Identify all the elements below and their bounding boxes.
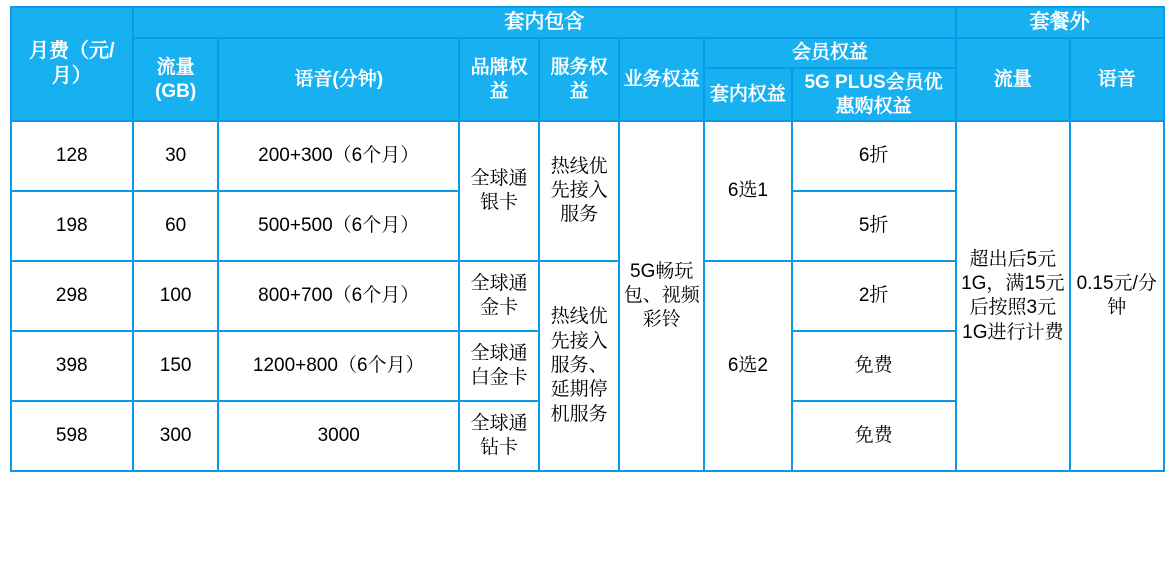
cell-out-voice-desc: 0.15元/分钟 (1070, 121, 1164, 471)
cell-data: 100 (133, 261, 218, 331)
header-member-in-package: 套内权益 (704, 68, 791, 122)
header-out-voice: 语音 (1070, 38, 1164, 121)
cell-voice: 1200+800（6个月） (218, 331, 459, 401)
cell-data: 150 (133, 331, 218, 401)
cell-out-data-desc: 超出后5元1G，满15元后按照3元1G进行计费 (956, 121, 1070, 471)
header-data-gb: 流量(GB) (133, 38, 218, 121)
cell-voice: 3000 (218, 401, 459, 471)
header-monthly-fee: 月费（元/月） (11, 7, 134, 121)
cell-member-pick2: 6选2 (704, 261, 791, 471)
cell-plus: 免费 (792, 331, 956, 401)
cell-plus: 5折 (792, 191, 956, 261)
cell-plus: 6折 (792, 121, 956, 191)
cell-brand-silver: 全球通银卡 (459, 121, 539, 261)
cell-data: 60 (133, 191, 218, 261)
cell-data: 300 (133, 401, 218, 471)
cell-fee: 298 (11, 261, 134, 331)
table-row (11, 121, 1164, 191)
cell-service-hotline-ext: 热线优先接入服务、延期停机服务 (539, 261, 619, 471)
header-voice-min: 语音(分钟) (218, 38, 459, 121)
cell-plus: 免费 (792, 401, 956, 471)
cell-plus: 2折 (792, 261, 956, 331)
header-in-package: 套内包含 (133, 7, 956, 38)
cell-brand-diamond: 全球通钻卡 (459, 401, 539, 471)
cell-data: 30 (133, 121, 218, 191)
cell-fee: 398 (11, 331, 134, 401)
header-out-data: 流量 (956, 38, 1070, 121)
header-row-1 (11, 7, 1164, 38)
cell-business-rights: 5G畅玩包、视频彩铃 (619, 121, 704, 471)
cell-fee: 598 (11, 401, 134, 471)
cell-brand-platinum: 全球通白金卡 (459, 331, 539, 401)
cell-voice: 200+300（6个月） (218, 121, 459, 191)
cell-fee: 128 (11, 121, 134, 191)
cell-voice: 800+700（6个月） (218, 261, 459, 331)
header-service-rights: 服务权益 (539, 38, 619, 121)
header-brand-rights: 品牌权益 (459, 38, 539, 121)
header-member-5g-plus: 5G PLUS会员优惠购权益 (792, 68, 956, 122)
header-row-2 (11, 38, 1164, 68)
header-business-rights: 业务权益 (619, 38, 704, 121)
tariff-table (10, 6, 1165, 472)
table-header (11, 7, 1164, 121)
header-member-rights: 会员权益 (704, 38, 955, 68)
cell-member-pick1: 6选1 (704, 121, 791, 261)
header-out-package: 套餐外 (956, 7, 1164, 38)
cell-voice: 500+500（6个月） (218, 191, 459, 261)
cell-fee: 198 (11, 191, 134, 261)
table-body (11, 121, 1164, 471)
cell-service-hotline: 热线优先接入服务 (539, 121, 619, 261)
cell-brand-gold: 全球通金卡 (459, 261, 539, 331)
